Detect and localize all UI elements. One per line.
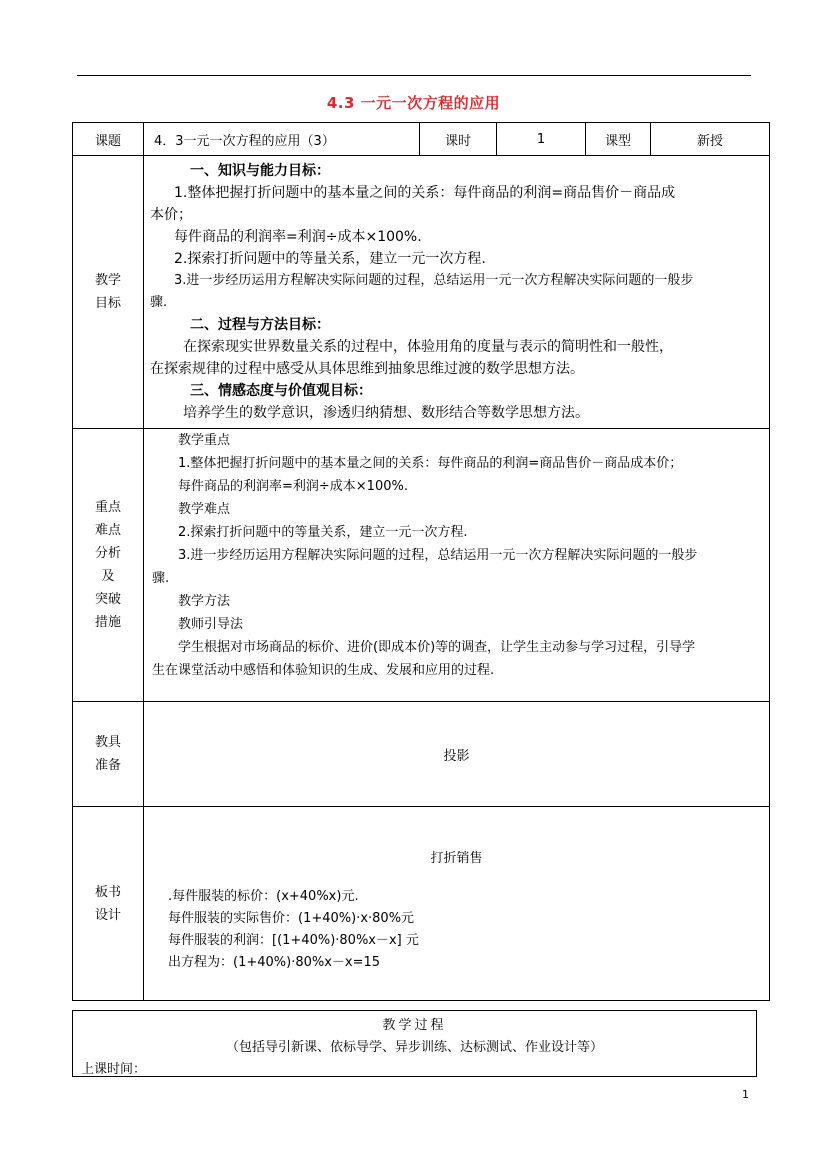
goals-sec2-line1b: 在探索规律的过程中感受从具体思维到抽象思维过渡的数学思想方法。 (150, 361, 584, 377)
process-subtitle: （包括导引新课、依标导学、异步训练、达标测试、作业设计等） (225, 1040, 603, 1055)
goals-content (144, 156, 770, 429)
board-row (73, 807, 770, 1001)
top-rule (77, 75, 751, 76)
type-label: 课型 (586, 123, 651, 156)
goals-sec3-line1: 培养学生的数学意识，渗透归纳猜想、数形结合等数学思想方法。 (183, 405, 589, 421)
kp-heading-method: 教学方法 (178, 594, 231, 609)
board-label: 板书 设计 (73, 807, 144, 1001)
keypoints-content (144, 429, 770, 702)
goals-sec1-title: 一、知识与能力目标： (190, 163, 330, 179)
keypoints-row (73, 429, 770, 702)
kp-line1: 1.整体把握打折问题中的基本量之间的关系：每件商品的利润=商品售价－商品成本价； (178, 456, 683, 471)
board-title: 打折销售 (430, 851, 483, 866)
page-number: 1 (742, 1088, 749, 1101)
process-box (72, 1010, 757, 1077)
goals-row (73, 156, 770, 429)
goals-sec1-line1a: 1.整体把握打折问题中的基本量之间的关系：每件商品的利润=商品售价－商品成 (174, 185, 676, 201)
board-line4: 出方程为：(1+40%)·80%x－x=15 (168, 955, 381, 970)
kp-line5a: 学生根据对市场商品的标价、进价(即成本价)等的调查，让学生主动参与学习过程，引导学 (178, 640, 696, 655)
kp-heading-teacher: 教师引导法 (178, 617, 244, 632)
topic-label: 课题 (73, 123, 144, 156)
goals-sec1-line3: 2.探索打折问题中的等量关系，建立一元一次方程. (174, 251, 486, 267)
hours-label: 课时 (420, 123, 497, 156)
type-value: 新授 (651, 123, 770, 156)
kp-line4b: 骤. (152, 571, 170, 586)
kp-line5b: 生在课堂活动中感悟和体验知识的生成、发展和应用的过程. (152, 663, 495, 678)
kp-line4a: 3.进一步经历运用方程解决实际问题的过程，总结运用一元一次方程解决实际问题的一般步 (178, 548, 698, 563)
kp-line3: 2.探索打折问题中的等量关系，建立一元一次方程. (178, 525, 468, 540)
board-line1: .每件服装的标价：(x+40%x)元. (168, 889, 359, 904)
kp-line2: 每件商品的利润率=利润÷成本×100%. (178, 479, 408, 494)
header-row (73, 123, 770, 156)
goals-label: 教学 目标 (73, 156, 144, 429)
tools-value: 投影 (144, 702, 770, 807)
goals-sec2-line1a: 在探索现实世界数量关系的过程中，体验用角的度量与表示的简明性和一般性， (183, 339, 673, 355)
process-title: 教学过程 (382, 1018, 447, 1033)
board-line3: 每件服装的利润：[(1+40%)·80%x－x] 元 (168, 933, 419, 948)
goals-sec1-line4a: 3.进一步经历运用方程解决实际问题的过程，总结运用一元一次方程解决实际问题的一般步 (174, 273, 694, 288)
goals-sec2-title: 二、过程与方法目标： (190, 317, 330, 333)
keypoints-label: 重点 难点 分析 及 突破 措施 (73, 429, 144, 702)
hours-value: 1 (497, 123, 586, 156)
tools-row (73, 702, 770, 807)
goals-sec1-line1b: 本价； (150, 207, 192, 223)
document-title: 4.3 一元一次方程的应用 (326, 94, 501, 112)
class-time-label: 上课时间： (81, 1062, 147, 1077)
kp-heading-difficult: 教学难点 (178, 502, 231, 517)
kp-heading-key: 教学重点 (178, 433, 231, 448)
board-content (144, 807, 770, 1001)
goals-sec3-title: 三、情感态度与价值观目标： (190, 383, 372, 399)
topic-value: 4．3一元一次方程的应用（3） (144, 123, 420, 156)
lesson-plan-table (72, 122, 770, 1001)
tools-label: 教具 准备 (73, 702, 144, 807)
goals-sec1-line4b: 骤. (150, 295, 168, 310)
board-line2: 每件服装的实际售价：(1+40%)·x·80%元 (168, 911, 415, 926)
goals-sec1-line2: 每件商品的利润率=利润÷成本×100%. (174, 229, 422, 245)
